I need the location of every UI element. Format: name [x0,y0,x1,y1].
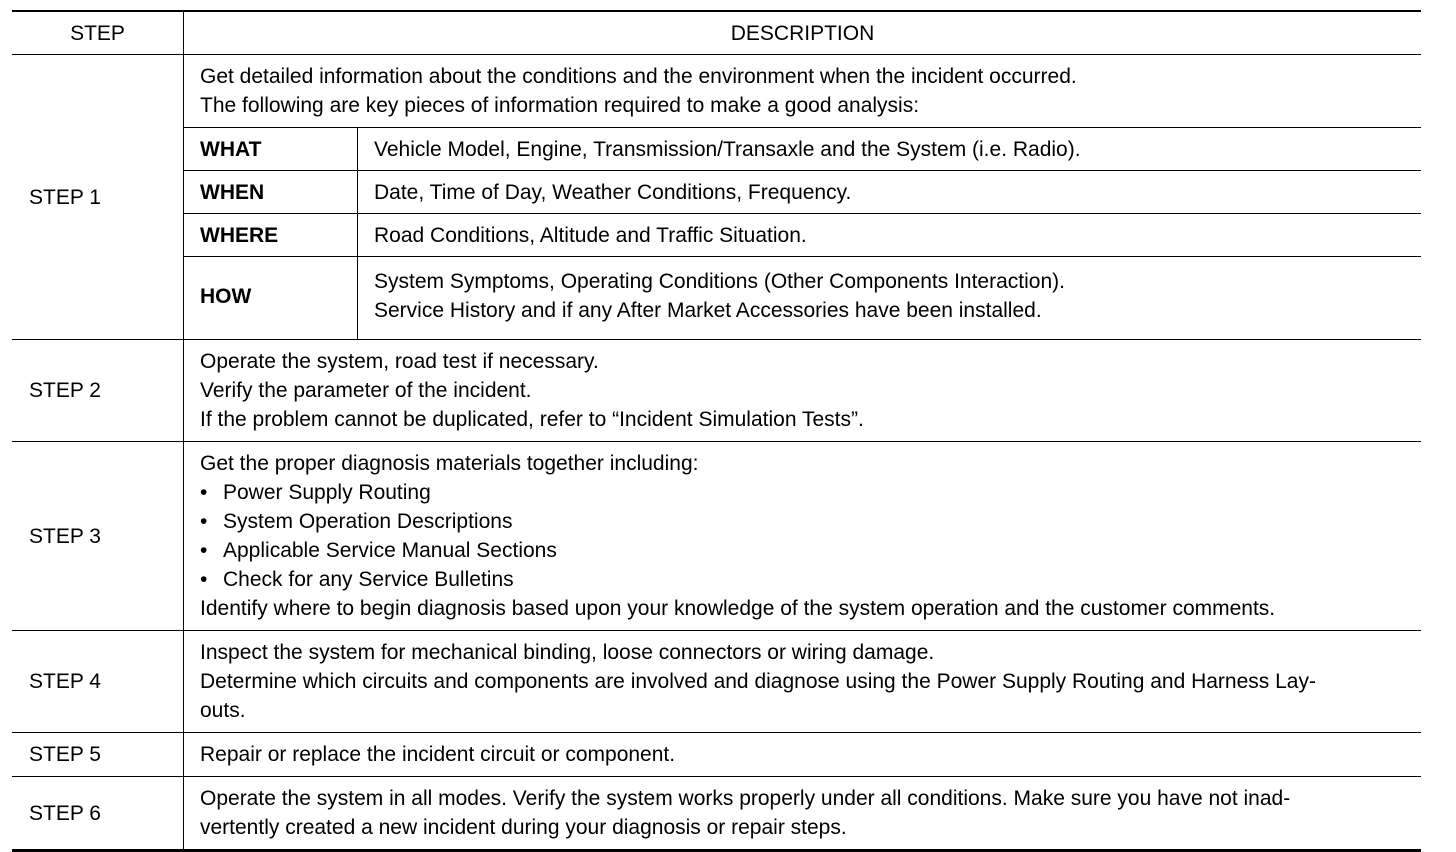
step-description [184,442,1422,631]
info-value [358,257,1422,340]
info-value [358,171,1422,214]
info-value [358,214,1422,257]
description-line: Verify the parameter of the incident. [200,379,532,402]
bullet-text: System Operation Descriptions [223,510,513,533]
bullet-item [200,536,1405,565]
info-key: WHEN [184,171,358,214]
description-line: outs. [200,699,246,722]
step-description [184,777,1422,851]
info-key: WHAT [184,128,358,171]
step-row-6 [12,777,1421,851]
info-value-line: Vehicle Model, Engine, Transmission/Transaxle and the System (i.e. Radio). [374,137,1081,161]
info-value-line: Service History and if any After Market Accessories have been installed. [374,299,1042,322]
step-row-1 [12,55,1421,340]
step-description [184,631,1422,733]
step-row-3 [12,442,1421,631]
description-line: Determine which circuits and components are involved and diagnose using the Power Supply Routing and Harness Lay- [200,670,1316,693]
step-description [184,55,1422,340]
header-step: STEP [12,11,184,55]
bullet-text: Check for any Service Bulletins [223,568,514,591]
bullet-item [200,478,1405,507]
step-row-2 [12,340,1421,442]
description-line: Repair or replace the incident circuit or component. [200,743,676,766]
bullet-icon: • [200,568,208,591]
info-value-line: Date, Time of Day, Weather Conditions, Frequency. [374,180,852,204]
info-row-where [184,214,1421,257]
table-header-row [12,11,1421,55]
bullet-icon: • [200,481,208,504]
bullet-item [200,565,1405,594]
info-key: WHERE [184,214,358,257]
step-row-4 [12,631,1421,733]
step-label: STEP 4 [12,631,184,733]
bullet-text: Applicable Service Manual Sections [223,539,557,562]
info-row-when [184,171,1421,214]
step-label: STEP 2 [12,340,184,442]
info-value [358,128,1422,171]
description-line: vertently created a new incident during your diagnosis or repair steps. [200,816,847,839]
info-row-what [184,128,1421,171]
bullet-item [200,507,1405,536]
bullet-icon: • [200,539,208,562]
diagnosis-procedure-table [12,10,1421,852]
bullet-icon: • [200,510,208,533]
description-line: If the problem cannot be duplicated, refer to “Incident Simulation Tests”. [200,408,864,431]
step1-intro [184,55,1421,127]
step-label: STEP 3 [12,442,184,631]
info-key-table [184,127,1421,339]
step-description [184,733,1422,777]
info-key: HOW [184,257,358,340]
description-line: Identify where to begin diagnosis based upon your knowledge of the system operation and the customer comments. [200,597,1276,620]
step-description [184,340,1422,442]
step-label: STEP 1 [12,55,184,340]
step-row-5 [12,733,1421,777]
step-label: STEP 5 [12,733,184,777]
description-line: Get detailed information about the conditions and the environment when the incident occurred. [200,65,1077,88]
description-line: Operate the system in all modes. Verify the system works properly under all conditions. Make sure you have not inad- [200,787,1291,810]
info-row-how [184,257,1421,340]
info-value-line: System Symptoms, Operating Conditions (Other Components Interaction). [374,270,1065,293]
description-line: Get the proper diagnosis materials together including: [200,452,699,475]
info-value-line: Road Conditions, Altitude and Traffic Situation. [374,223,807,247]
step-label: STEP 6 [12,777,184,851]
bullet-text: Power Supply Routing [223,481,431,504]
description-line: The following are key pieces of information required to make a good analysis: [200,94,920,117]
description-line: Inspect the system for mechanical binding, loose connectors or wiring damage. [200,641,935,664]
description-line: Operate the system, road test if necessary. [200,350,599,373]
header-description: DESCRIPTION [184,11,1422,55]
